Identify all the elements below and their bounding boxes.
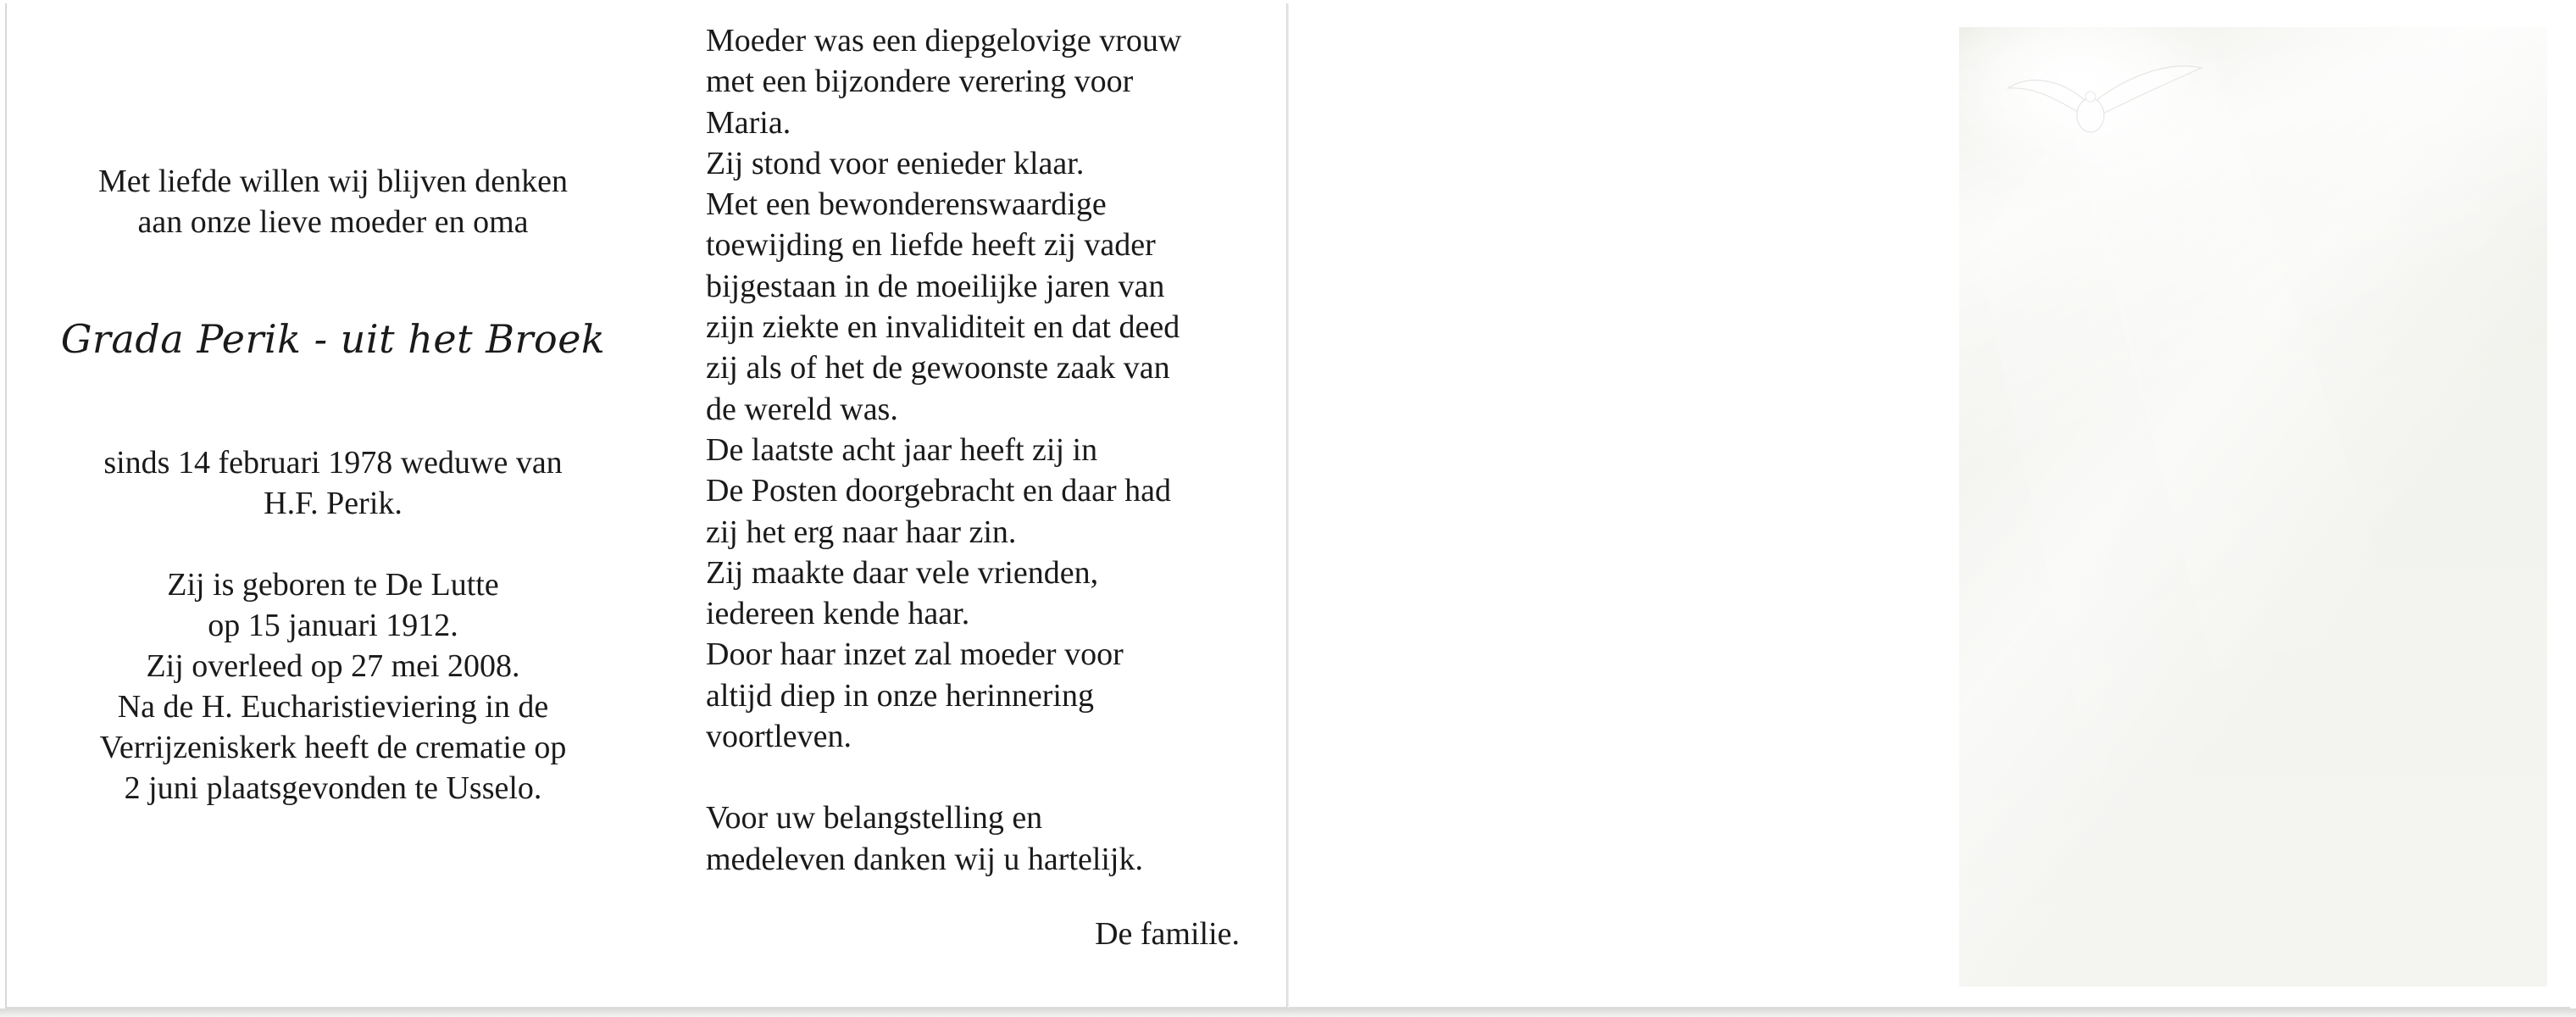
family-signoff: De familie. — [1095, 915, 1240, 952]
tribute-line: bijgestaan in de moeilijke jaren van — [706, 268, 1165, 304]
tribute-text-column — [706, 20, 1248, 954]
tribute-line: Zij maakte daar vele vrienden, — [706, 554, 1099, 591]
tribute-line: de wereld was. — [706, 391, 898, 427]
died-line: Zij overleed op 27 mei 2008. — [146, 648, 520, 684]
born-line-1: Zij is geboren te De Lutte — [167, 567, 499, 603]
tribute-line: De Posten doorgebracht en daar had — [706, 473, 1172, 509]
widow-line-1: sinds 14 februari 1978 weduwe van — [103, 445, 563, 481]
thanks-line-1: Voor uw belangstelling en — [706, 800, 1043, 836]
born-line-2: op 15 januari 1912. — [208, 608, 458, 643]
tribute-line: zij het erg naar haar zin. — [706, 514, 1017, 550]
scan-bottom-edge — [0, 1009, 2576, 1017]
dove-illustration — [1959, 27, 2547, 986]
tribute-line: Maria. — [706, 104, 791, 141]
tribute-line: Door haar inzet zal moeder voor — [706, 636, 1124, 673]
tribute-line: toewijding en liefde heeft zij vader — [706, 227, 1156, 264]
tribute-line: Zij stond voor eenieder klaar. — [706, 145, 1085, 181]
thanks-line-2: medeleven danken wij u hartelijk. — [706, 841, 1143, 877]
deceased-name: Grada Perik - uit het Broek — [60, 316, 606, 362]
tribute-line: iedereen kende haar. — [706, 596, 970, 632]
intro-line-1: Met liefde willen wij blijven denken — [97, 164, 569, 199]
tribute-line: Met een bewonderenswaardige — [706, 186, 1107, 223]
intro-line-2: aan onze lieve moeder en oma — [137, 204, 529, 240]
tribute-line: zijn ziekte en invaliditeit en dat deed — [706, 309, 1180, 346]
ceremony-line-2: Verrijzeniskerk heeft de crematie op — [99, 730, 567, 765]
tribute-line: Moeder was een diepgelovige vrouw — [706, 23, 1182, 58]
ceremony-line-3: 2 juni plaatsgevonden te Usselo. — [124, 770, 542, 806]
tribute-line: altijd diep in onze herinnering — [706, 677, 1094, 714]
tribute-line: met een bijzondere verering voor — [706, 64, 1134, 100]
ceremony-line-1: Na de H. Eucharistieviering in de — [117, 689, 549, 725]
tribute-line: De laatste acht jaar heeft zij in — [706, 431, 1098, 468]
card-inner-left-page — [5, 3, 1288, 1009]
tribute-line: zij als of het de gewoonste zaak van — [706, 350, 1170, 386]
tribute-line: voortleven. — [706, 719, 852, 755]
memorial-text-column — [58, 161, 608, 809]
widow-line-2: H.F. Perik. — [264, 486, 402, 521]
dove-picture — [1959, 27, 2547, 986]
